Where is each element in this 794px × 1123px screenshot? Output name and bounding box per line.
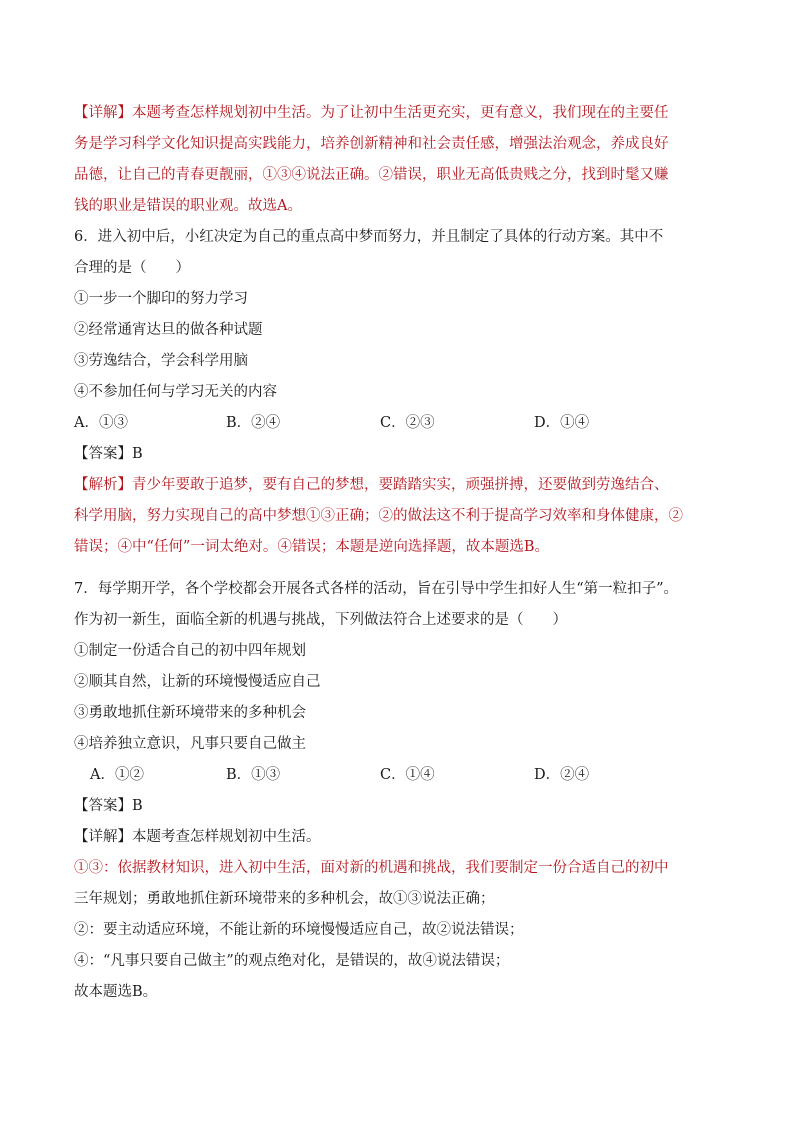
q6-option-a: A．①③ — [74, 415, 128, 431]
q6-item: ③劳逸结合，学会科学用脑 — [74, 353, 248, 369]
q6-analysis-line: 科学用脑，努力实现自己的高中梦想①③正确；②的做法这不利于提高学习效率和身体健康，② — [74, 508, 683, 524]
q6-options — [74, 408, 734, 439]
q7-option-c: C．①④ — [380, 767, 435, 783]
q7-detail-line: ①③：依据教材知识，进入初中生活，面对新的机遇和挑战，我们要制定一份合适自己的初中 — [74, 860, 669, 876]
q5-explanation-line: 钱的职业是错误的职业观。故选A。 — [74, 198, 302, 214]
q6-answer: 【答案】B — [74, 446, 143, 462]
question-7 — [74, 574, 734, 1008]
question-6 — [74, 222, 734, 563]
q7-stem-line: 7．每学期开学，各个学校都会开展各式各样的活动，旨在引导中学生扣好人生“第一粒扣子”。 — [74, 581, 679, 597]
q7-item: ②顺其自然，让新的环境慢慢适应自己 — [74, 674, 321, 690]
q6-item: ②经常通宵达旦的做各种试题 — [74, 322, 263, 338]
q7-answer: 【答案】B — [74, 798, 143, 814]
q6-item: ④不参加任何与学习无关的内容 — [74, 384, 277, 400]
q6-option-b: B．②④ — [226, 415, 281, 431]
q6-option-c: C．②③ — [380, 415, 435, 431]
q7-detail-line: 【详解】本题考查怎样规划初中生活。 — [74, 829, 321, 845]
q7-option-a: A．①② — [90, 767, 144, 783]
q7-option-d: D．②④ — [534, 767, 590, 783]
q6-analysis — [74, 470, 734, 563]
q7-detail-line: 故本题选B。 — [74, 984, 158, 1000]
q6-analysis-line: 错误；④中“任何”一词太绝对。④错误；本题是逆向选择题，故本题选B。 — [74, 539, 549, 555]
q6-item: ①一步一个脚印的努力学习 — [74, 291, 248, 307]
q7-detail-line: 三年规划；勇敢地抓住新环境带来的多种机会，故①③说法正确； — [74, 891, 495, 907]
q5-explanation-line: 务是学习科学文化知识提高实践能力，培养创新精神和社会责任感，增强法治观念，养成良好 — [74, 136, 669, 152]
q5-explanation — [74, 98, 734, 222]
q6-option-d: D．①④ — [534, 415, 590, 431]
q7-item: ①制定一份适合自己的初中四年规划 — [74, 643, 306, 659]
q7-detail — [74, 822, 734, 1008]
q5-explanation-line: 【详解】本题考查怎样规划初中生活。为了让初中生活更充实，更有意义，我们现在的主要任 — [74, 105, 669, 121]
q6-analysis-line: 【解析】青少年要敢于追梦，要有自己的梦想，要踏踏实实，顽强拼搏，还要做到劳逸结合、 — [74, 477, 669, 493]
q7-detail-line: ④：“凡事只要自己做主”的观点绝对化，是错误的，故④说法错误； — [74, 953, 510, 969]
q7-stem-line: 作为初一新生，面临全新的机遇与挑战，下列做法符合上述要求的是（ ） — [74, 612, 567, 628]
q6-stem-line: 6．进入初中后，小红决定为自己的重点高中梦而努力，并且制定了具体的行动方案。其中不 — [74, 229, 664, 245]
q7-detail-line: ②：要主动适应环境，不能让新的环境慢慢适应自己，故②说法错误； — [74, 922, 524, 938]
q7-item: ④培养独立意识，凡事只要自己做主 — [74, 736, 306, 752]
q7-options — [74, 760, 734, 791]
q5-explanation-line: 品德，让自己的青春更靓丽，①③④说法正确。②错误，职业无高低贵贱之分，找到时髦又赚 — [74, 167, 669, 183]
q7-option-b: B．①③ — [226, 767, 281, 783]
q7-item: ③勇敢地抓住新环境带来的多种机会 — [74, 705, 306, 721]
q6-stem-line: 合理的是（ ） — [74, 260, 190, 276]
